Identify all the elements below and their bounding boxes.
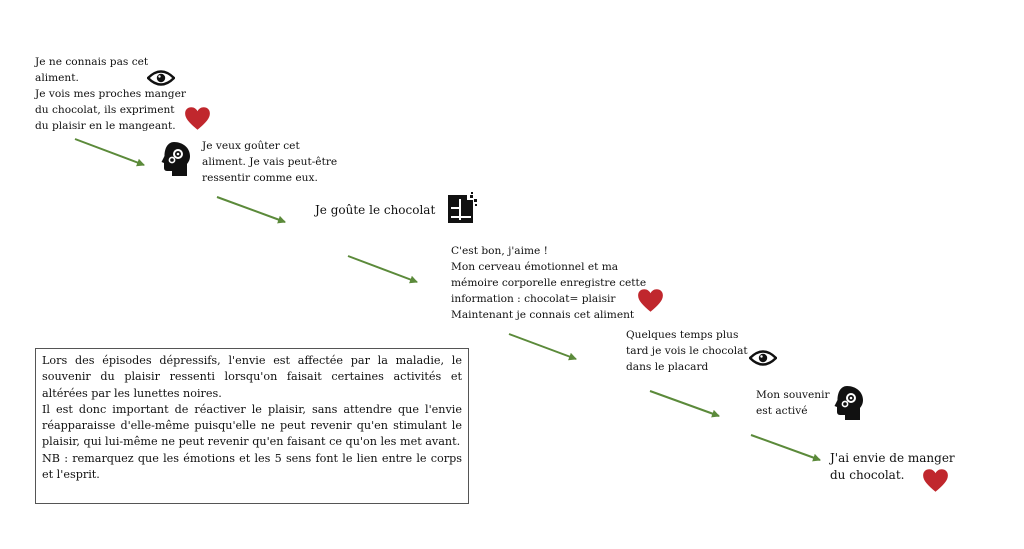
arrow-3 (348, 256, 417, 282)
arrow-2 (217, 197, 285, 222)
arrow-1 (75, 139, 144, 165)
arrow-6 (751, 435, 820, 460)
step-2-text: Je veux goûter cet aliment. Je vais peut-être ressentir comme eux. (202, 140, 338, 184)
arrow-5 (650, 391, 719, 416)
heart-icon (922, 468, 949, 493)
eye-icon (147, 69, 175, 87)
eye-icon (749, 349, 777, 367)
step-6-text: Mon souvenir est activé (756, 389, 830, 417)
explanation-note: Lors des épisodes dépressifs, l'envie est affectée par la maladie, le souvenir du plaisir ressenti lorsqu'on faisait certaines activités et altérées par les lunettes noires. Il est donc important de réactiver le plaisir, sans attendre que l'envie réapparaisse d'elle-même puisqu'elle ne peut revenir qu'en stimulant le plaisir, qui lui-même ne peut revenir qu'en faisant ce qu'on les met avant. NB : remarquez que les émotions et les 5 sens font le lien entre le corps et l'esprit. (35, 348, 469, 504)
heart-icon (184, 106, 211, 131)
chocolate-bar-icon (447, 192, 479, 224)
head-gears-icon (834, 385, 866, 421)
heart-icon (637, 288, 664, 313)
step-3-text: Je goûte le chocolat (315, 203, 436, 217)
step-5-text: Quelques temps plus tard je vois le chocolat dans le placard (626, 329, 748, 373)
step-1-text: Je ne connais pas cet aliment. Je vois mes proches manger du chocolat, ils expriment du plaisir en le mangeant. (35, 56, 186, 132)
step-4-text: C'est bon, j'aime ! Mon cerveau émotionnel et ma mémoire corporelle enregistre cette information : chocolat= plaisir Maintenant je connais cet aliment (451, 245, 647, 321)
arrow-4 (509, 334, 576, 359)
step-7-text: J'ai envie de manger du chocolat. (830, 451, 955, 482)
head-gears-icon (161, 141, 193, 177)
